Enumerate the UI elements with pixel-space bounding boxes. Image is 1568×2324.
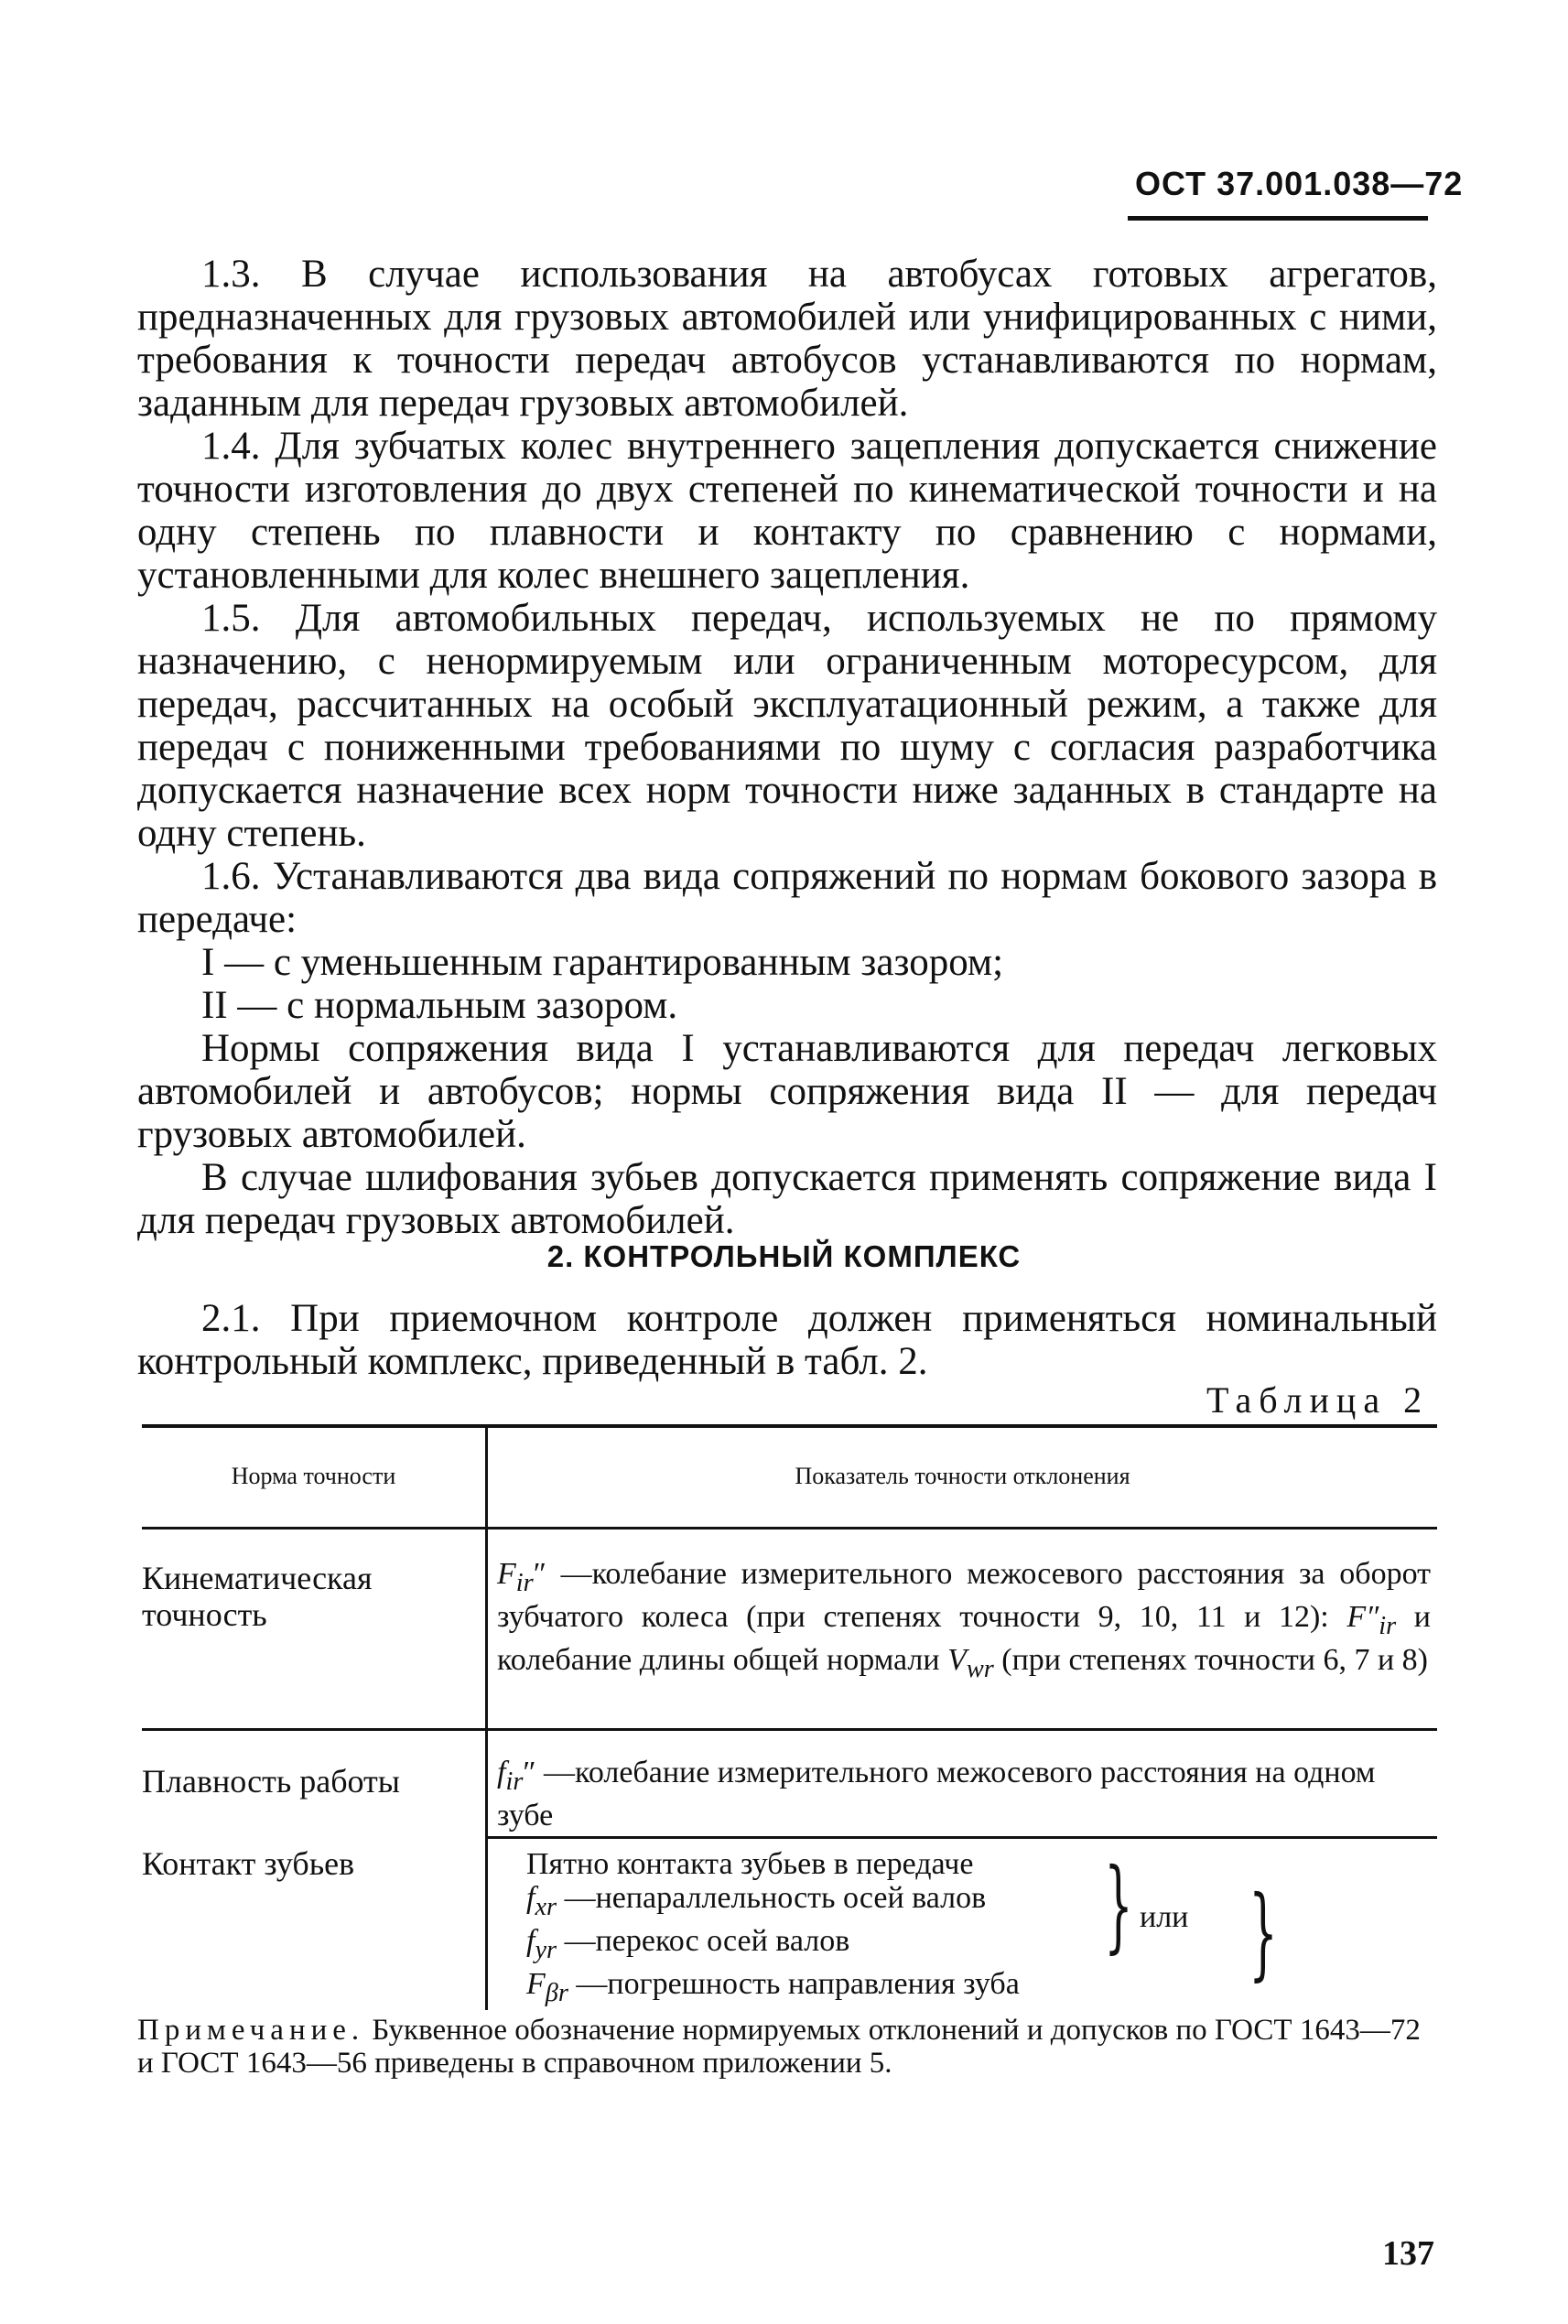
symbol-fir-small: f — [497, 1756, 506, 1789]
row-smoothness-norm: Плавность работы — [142, 1763, 400, 1800]
note-text: Буквенное обозначение нормируемых отклонений и допусков по ГОСТ 1643—72 и ГОСТ 1643—56 приведены в справочном приложении 5. — [137, 2014, 1421, 2080]
section-2-intro — [137, 1297, 1437, 1383]
symbol-fxr: f — [526, 1881, 535, 1915]
right-brace-2: } — [1249, 1874, 1278, 1991]
symbol-fyr: f — [526, 1923, 535, 1958]
contact-text-3: —перекос осей валов — [557, 1923, 850, 1958]
subscript-wr: wr — [966, 1654, 994, 1683]
standard-code: ОСТ 37.001.038—72 — [1135, 165, 1464, 202]
table-caption: Таблица 2 — [1206, 1379, 1430, 1421]
header-indicator: Показатель точности отклонения — [795, 1463, 1130, 1489]
row-contact-indicator — [526, 1847, 1112, 2009]
paragraph-1-3: 1.3. В случае использования на автобусах готовых агрегатов, предназначенных для грузовых автомобилей или унифицированных с ними, требования к точности передач автобусов устанавливаются по нормам, заданным для передач грузовых автомобилей. — [137, 253, 1437, 425]
row-kinematic-indicator — [497, 1557, 1431, 1685]
row-smoothness-indicator — [497, 1756, 1431, 1832]
row-rule-1 — [142, 1728, 1437, 1731]
accuracy-table — [142, 1424, 1437, 2019]
kinematic-text-3: (при степенях точности 6, 7 и 8) — [993, 1642, 1428, 1677]
header-rule — [1128, 216, 1428, 221]
paragraph-2-1: 2.1. При приемочном контроле должен применяться номинальный контрольный комплекс, приведенный в табл. 2. — [137, 1297, 1437, 1383]
kinematic-text-2: и колебание длины общей нормали — [497, 1599, 1432, 1677]
contact-line-3 — [526, 1924, 1112, 1967]
contact-line-1: Пятно контакта зубьев в передаче — [526, 1847, 974, 1881]
section-1-body — [137, 253, 1437, 1242]
right-brace-1: } — [1104, 1846, 1133, 1963]
contact-or: или — [1140, 1900, 1189, 1934]
note-label: Примечание. — [137, 2014, 365, 2047]
subscript-ir-3: ir — [505, 1767, 524, 1796]
paragraph-grinding: В случае шлифования зубьев допускается применять сопряжение вида I для передач грузовых автомобилей. — [137, 1156, 1437, 1242]
row-kinematic-norm: Кинематическая точность — [142, 1560, 373, 1633]
kinematic-text-1: —колебание измерительного межосевого расстояния за оборот зубчатого колеса (при степенях точности 9, 10, 11 и 12): — [497, 1557, 1431, 1634]
subscript-br: βr — [545, 1978, 568, 2007]
contact-text-4: —погрешность направления зуба — [568, 1966, 1020, 2001]
row-rule-2 — [485, 1836, 1437, 1839]
paragraph-1-5: 1.5. Для автомобильных передач, используемых не по прямому назначению, с ненормируемым или ограниченным моторесурсом, для передач, рассчитанных на особый эксплуатационный режим, а также для передач с пониженными требованиями по шуму с согласия разработчика допускается назначение всех норм точности ниже заданных в стандарте на одну степень. — [137, 597, 1437, 855]
subscript-ir-2: ir — [1379, 1611, 1397, 1640]
symbol-fbr: F — [526, 1966, 546, 2001]
section-2-heading: 2. КОНТРОЛЬНЫЙ КОМПЛЕКС — [546, 1239, 1022, 1273]
contact-text-2: —непараллельность осей валов — [557, 1881, 987, 1915]
double-prime: ″ — [533, 1557, 546, 1591]
subscript-yr: yr — [535, 1935, 557, 1964]
subscript-xr: xr — [535, 1892, 557, 1921]
double-prime-2: ″ — [523, 1756, 536, 1789]
header-norm: Норма точности — [231, 1463, 396, 1489]
symbol-fir-capital: F — [497, 1557, 516, 1591]
table-note — [137, 2014, 1437, 2080]
header-bottom-rule — [142, 1527, 1437, 1530]
mate-type-2: II — с нормальным зазором. — [201, 984, 678, 1027]
symbol-v: V — [947, 1642, 967, 1677]
contact-line-4 — [526, 1967, 1112, 2010]
paragraph-1-4: 1.4. Для зубчатых колес внутреннего зацепления допускается снижение точности изготовления до двух степеней по кинематической точности и на одну степень по плавности и контакту по сравнению с нормами, установленными для колес внешнего зацепления. — [137, 425, 1437, 597]
column-divider — [485, 1428, 488, 2010]
mate-type-1: I — с уменьшенным гарантированным зазором; — [201, 941, 1004, 984]
smoothness-text: —колебание измерительного межосевого расстояния на одном зубе — [497, 1756, 1376, 1832]
page-number: 137 — [1382, 2234, 1434, 2273]
table-top-rule — [142, 1424, 1437, 1428]
symbol-f-double-prime: F″ — [1346, 1599, 1379, 1634]
paragraph-1-6: 1.6. Устанавливаются два вида сопряжений по нормам бокового зазора в передаче: — [137, 855, 1437, 941]
paragraph-norms: Нормы сопряжения вида I устанавливаются для передач легковых автомобилей и автобусов; нормы сопряжения вида II — для передач грузовых автомобилей. — [137, 1027, 1437, 1156]
row-contact-norm: Контакт зубьев — [142, 1845, 355, 1882]
contact-line-2 — [526, 1881, 1112, 1924]
subscript-ir: ir — [515, 1568, 534, 1597]
